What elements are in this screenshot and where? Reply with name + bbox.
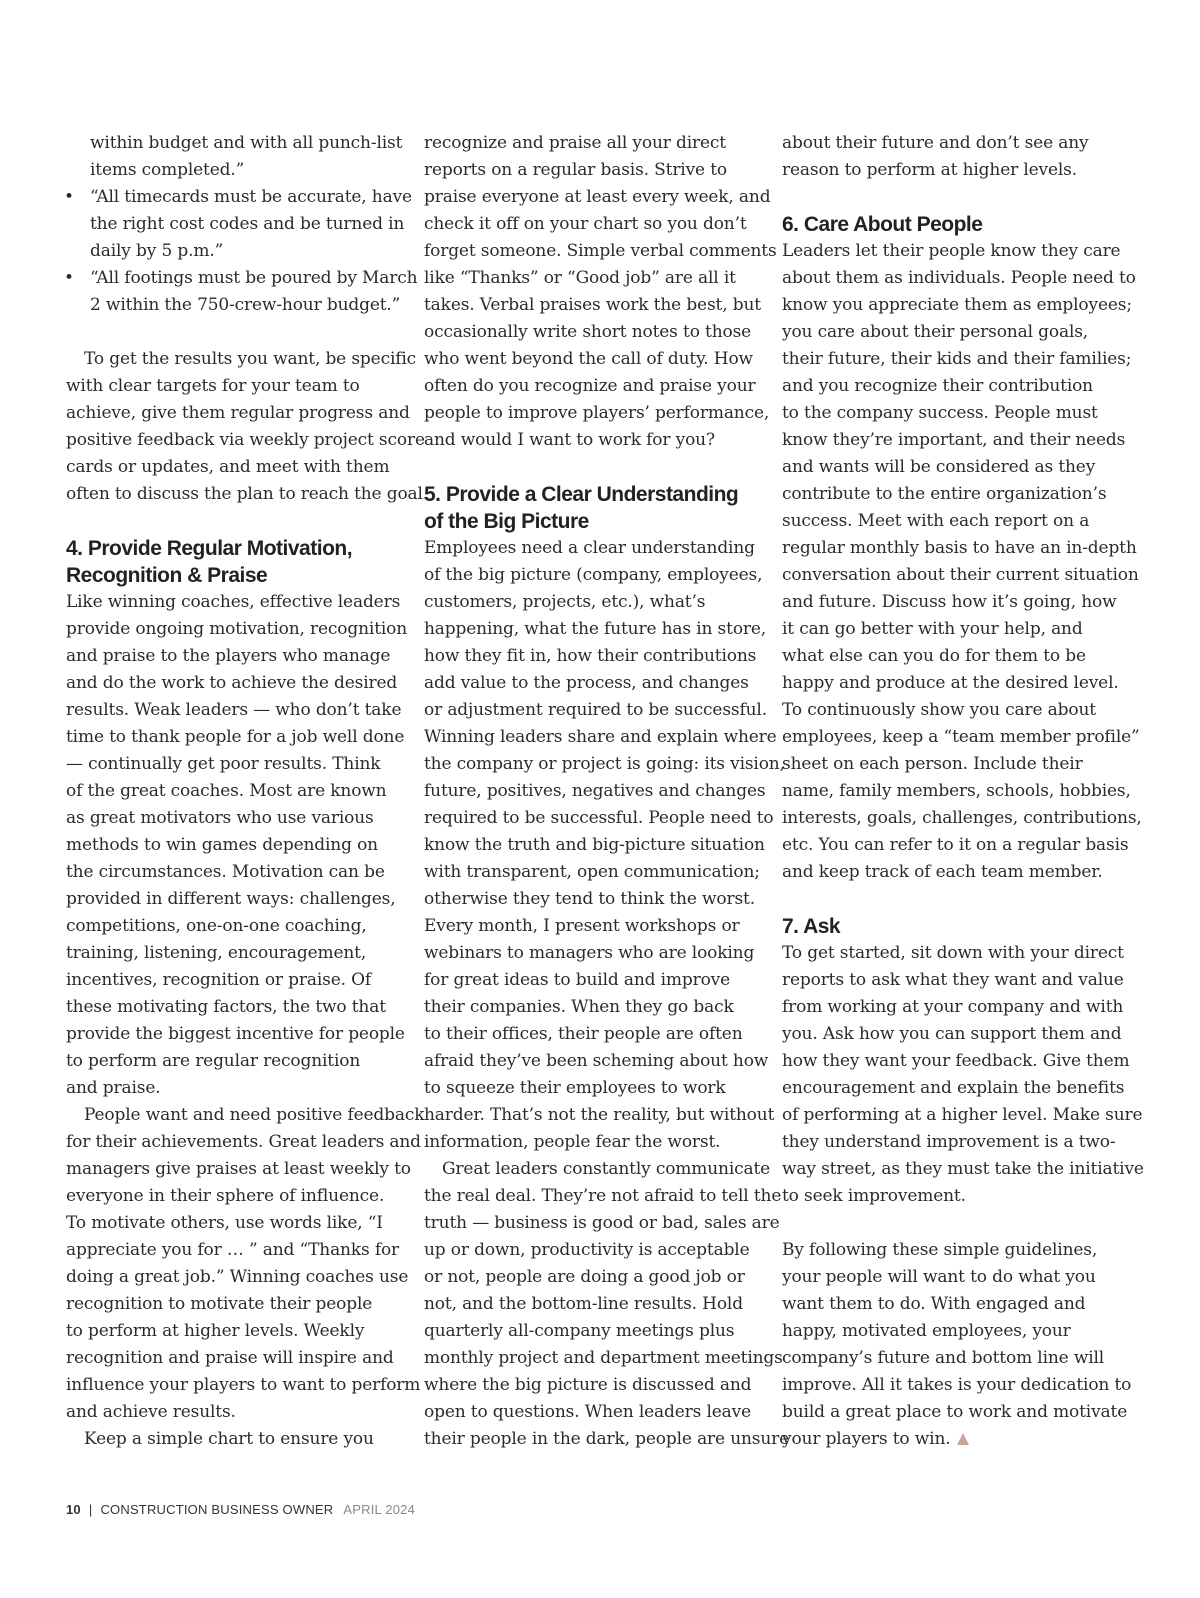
text-line	[424, 1264, 764, 1291]
text-line-content: forget someone. Simple verbal comments	[424, 241, 777, 261]
text-line-content: they understand improvement is a two-	[782, 1132, 1116, 1152]
text-line	[782, 589, 1122, 616]
text-line	[782, 292, 1132, 319]
text-line-content: quarterly all-company meetings plus	[424, 1321, 735, 1341]
text-line	[424, 913, 764, 940]
text-line	[782, 1102, 1143, 1129]
issue-date: APRIL 2024	[343, 1502, 415, 1517]
text-line	[782, 481, 1122, 508]
text-line	[66, 1210, 406, 1237]
text-line	[782, 643, 1122, 670]
text-line	[66, 1399, 406, 1426]
text-line	[424, 724, 777, 751]
text-line-content: and would I want to work for you?	[424, 430, 715, 450]
text-line	[424, 1048, 769, 1075]
text-line	[66, 994, 406, 1021]
text-line-content: their companies. When they go back	[424, 997, 734, 1017]
text-line	[66, 913, 406, 940]
text-line-content: — continually get poor results. Think	[66, 754, 381, 774]
text-line	[66, 886, 406, 913]
text-line	[782, 1021, 1122, 1048]
text-line-content: and wants will be considered as they	[782, 457, 1096, 477]
text-line-content: afraid they’ve been scheming about how	[424, 1051, 769, 1071]
text-line-content: the company or project is going: its vision,	[424, 754, 785, 774]
text-line	[424, 805, 774, 832]
bullet-line: • “All timecards must be accurate, have	[66, 184, 406, 211]
paragraph	[782, 130, 1122, 184]
text-line	[782, 1291, 1122, 1318]
text-line	[782, 454, 1122, 481]
text-line	[782, 1399, 1128, 1426]
text-line	[424, 157, 764, 184]
bullet-list	[66, 130, 418, 319]
text-line	[66, 940, 406, 967]
text-line	[782, 751, 1122, 778]
text-line-content: and keep track of each team member.	[782, 862, 1103, 882]
paragraph	[782, 238, 1142, 886]
text-line	[66, 697, 406, 724]
text-line	[66, 1237, 406, 1264]
text-line-content: interests, goals, challenges, contributions,	[782, 808, 1142, 828]
bullet-line: 2 within the 750-crew-hour budget.”	[90, 295, 401, 315]
text-line	[782, 1237, 1122, 1264]
text-line-content: to the company success. People must	[782, 403, 1098, 423]
text-line-content: conversation about their current situation	[782, 565, 1139, 585]
text-line-content: your players to win.	[782, 1429, 951, 1449]
paragraph	[66, 589, 406, 1102]
text-line	[424, 616, 767, 643]
text-line-content: people to improve players’ performance,	[424, 403, 770, 423]
text-line-content: often do you recognize and praise your	[424, 376, 756, 396]
text-line	[66, 589, 406, 616]
page-footer	[66, 1502, 415, 1517]
text-line-content: Employees need a clear understanding	[424, 538, 755, 558]
publication-name: CONSTRUCTION BUSINESS OWNER	[100, 1502, 334, 1517]
text-line-content: what else can you do for them to be	[782, 646, 1086, 666]
paragraph	[66, 1102, 425, 1426]
text-line	[66, 751, 406, 778]
text-line-content: To continuously show you care about	[782, 700, 1096, 720]
text-line	[424, 1129, 764, 1156]
text-line-content: recognition to motivate their people	[66, 1294, 373, 1314]
text-line	[424, 1021, 764, 1048]
text-line-content: want them to do. With engaged and	[782, 1294, 1086, 1314]
text-line	[782, 319, 1122, 346]
text-line-content: Great leaders constantly communicate	[442, 1159, 771, 1179]
text-line	[66, 427, 425, 454]
text-line-content: with clear targets for your team to	[66, 376, 360, 396]
text-line-content: for their achievements. Great leaders and	[66, 1132, 421, 1152]
text-line-content: check it off on your chart so you don’t	[424, 214, 747, 234]
text-line	[782, 967, 1122, 994]
text-line-content: you. Ask how you can support them and	[782, 1024, 1122, 1044]
text-line	[424, 1183, 782, 1210]
paragraph	[424, 1156, 790, 1453]
text-line-content: future, positives, negatives and changes	[424, 781, 766, 801]
text-line-content: required to be successful. People need to	[424, 808, 774, 828]
text-line	[424, 886, 764, 913]
text-line	[66, 1318, 406, 1345]
text-line	[66, 967, 406, 994]
text-line	[424, 1210, 780, 1237]
text-line-content: incentives, recognition or praise. Of	[66, 970, 372, 990]
text-line-content: Like winning coaches, effective leaders	[66, 592, 401, 612]
text-line	[782, 670, 1122, 697]
text-line-content: provide ongoing motivation, recognition	[66, 619, 408, 639]
text-line-content: with transparent, open communication;	[424, 862, 760, 882]
text-line-content: To get the results you want, be specific	[84, 349, 417, 369]
text-line	[66, 832, 406, 859]
text-line	[66, 346, 417, 373]
text-line-content: contribute to the entire organization’s	[782, 484, 1107, 504]
text-line	[66, 1264, 409, 1291]
text-line-content: success. Meet with each report on a	[782, 511, 1090, 531]
text-line-content: to perform at higher levels. Weekly	[66, 1321, 365, 1341]
text-line-content: everyone in their sphere of influence.	[66, 1186, 385, 1206]
page-number: 10	[66, 1502, 81, 1517]
text-line	[782, 265, 1136, 292]
text-line	[782, 859, 1122, 886]
text-line	[424, 643, 764, 670]
text-line-content: recognition and praise will inspire and	[66, 1348, 394, 1368]
text-line-content: to perform are regular recognition	[66, 1051, 361, 1071]
text-line	[782, 940, 1122, 967]
text-line	[66, 859, 406, 886]
text-line-content: often to discuss the plan to reach the goal.	[66, 484, 429, 504]
text-line	[66, 1183, 406, 1210]
text-line	[424, 1372, 764, 1399]
text-line-content: People want and need positive feedback	[84, 1105, 425, 1125]
text-line	[782, 616, 1122, 643]
text-line	[66, 481, 429, 508]
text-line	[66, 1129, 421, 1156]
text-line-content: build a great place to work and motivate	[782, 1402, 1128, 1422]
text-line-content: happening, what the future has in store,	[424, 619, 767, 639]
text-line	[424, 697, 767, 724]
text-line	[424, 751, 785, 778]
text-line-content: who went beyond the call of duty. How	[424, 349, 753, 369]
text-line-content: name, family members, schools, hobbies,	[782, 781, 1131, 801]
section-heading-7: 7. Ask	[782, 915, 841, 938]
text-line-content: the real deal. They’re not afraid to tell the	[424, 1186, 782, 1206]
text-line	[424, 859, 764, 886]
text-line	[66, 1156, 411, 1183]
paragraph	[66, 346, 429, 508]
text-line	[424, 1399, 764, 1426]
text-line-content: it can go better with your help, and	[782, 619, 1083, 639]
text-line	[66, 724, 406, 751]
text-line	[424, 184, 771, 211]
text-line-content: provide the biggest incentive for people	[66, 1024, 405, 1044]
text-line-content: takes. Verbal praises work the best, but	[424, 295, 761, 315]
bullet-line: items completed.”	[90, 160, 245, 180]
text-line-content: happy and produce at the desired level.	[782, 673, 1119, 693]
column-2	[424, 130, 790, 1453]
paragraph	[424, 130, 777, 454]
text-line	[782, 697, 1122, 724]
text-line	[66, 670, 406, 697]
text-line-content: know the truth and big-picture situation	[424, 835, 765, 855]
text-line-content: cards or updates, and meet with them	[66, 457, 390, 477]
text-line	[424, 1318, 764, 1345]
text-line-content: their people in the dark, people are unsure	[424, 1429, 790, 1449]
text-line-content: and you recognize their contribution	[782, 376, 1093, 396]
text-line-content: results. Weak leaders — who don’t take	[66, 700, 402, 720]
text-line-content: and praise.	[66, 1078, 161, 1098]
section-heading-6: 6. Care About People	[782, 213, 983, 236]
bullet-line: within budget and with all punch-list	[90, 133, 403, 153]
text-line	[66, 1372, 421, 1399]
text-line-content: their future, their kids and their families;	[782, 349, 1132, 369]
text-line-content: know they’re important, and their needs	[782, 430, 1126, 450]
text-line	[782, 346, 1132, 373]
text-line	[782, 1264, 1122, 1291]
text-line-content: By following these simple guidelines,	[782, 1240, 1098, 1260]
text-line-content: Keep a simple chart to ensure you	[84, 1429, 374, 1449]
text-line-content: about their future and don’t see any	[782, 133, 1089, 153]
text-line	[424, 1237, 764, 1264]
text-line	[424, 535, 764, 562]
text-line	[424, 1345, 783, 1372]
text-line-content: these motivating factors, the two that	[66, 997, 386, 1017]
footer-separator: |	[88, 1502, 93, 1517]
paragraph	[782, 1237, 1132, 1453]
text-line-content: webinars to managers who are looking	[424, 943, 755, 963]
text-line-content: encouragement and explain the benefits	[782, 1078, 1125, 1098]
text-line	[66, 1048, 406, 1075]
text-line	[66, 454, 406, 481]
text-line	[424, 238, 777, 265]
text-line-content: To motivate others, use words like, “I	[66, 1213, 383, 1233]
text-line-content: training, listening, encouragement,	[66, 943, 367, 963]
text-line-content: influence your players to want to perform	[66, 1375, 421, 1395]
text-line	[782, 778, 1131, 805]
text-line-content: how they fit in, how their contributions	[424, 646, 757, 666]
text-line-content: To get started, sit down with your direct	[782, 943, 1124, 963]
text-line	[424, 1291, 764, 1318]
text-line-content: up or down, productivity is acceptable	[424, 1240, 750, 1260]
text-line	[424, 994, 764, 1021]
text-line-content: from working at your company and with	[782, 997, 1124, 1017]
text-line	[782, 724, 1140, 751]
text-line	[782, 508, 1122, 535]
column-1	[66, 130, 429, 1453]
bullet-line: daily by 5 p.m.”	[90, 241, 224, 261]
text-line-content: like “Thanks” or “Good job” are all it	[424, 268, 736, 288]
text-line	[424, 292, 764, 319]
text-line-content: recognize and praise all your direct	[424, 133, 726, 153]
text-line-content: you care about their personal goals,	[782, 322, 1089, 342]
text-line	[782, 427, 1126, 454]
text-line	[782, 238, 1122, 265]
text-line-content: customers, projects, etc.), what’s	[424, 592, 706, 612]
text-line-content: truth — business is good or bad, sales are	[424, 1213, 780, 1233]
text-line-content: time to thank people for a job well done	[66, 727, 405, 747]
text-line	[66, 643, 406, 670]
text-line	[782, 1183, 1122, 1210]
text-line	[424, 967, 764, 994]
text-line-content: praise everyone at least every week, and	[424, 187, 771, 207]
paragraph	[66, 1426, 406, 1453]
text-line	[782, 832, 1129, 859]
text-line-content: competitions, one-on-one coaching,	[66, 916, 367, 936]
text-line-content: monthly project and department meetings	[424, 1348, 783, 1368]
text-line	[66, 1102, 425, 1129]
text-line	[424, 1102, 775, 1129]
text-line	[424, 832, 764, 859]
text-line	[424, 562, 764, 589]
section-heading-5: 5. Provide a Clear Understanding of the Big Picture	[424, 483, 739, 533]
text-line-content: of the great coaches. Most are known	[66, 781, 387, 801]
text-line-content: sheet on each person. Include their	[782, 754, 1083, 774]
text-line	[424, 778, 764, 805]
text-line	[782, 805, 1142, 832]
paragraph	[782, 940, 1144, 1210]
text-line	[424, 670, 764, 697]
end-of-article-icon	[957, 1433, 969, 1445]
text-line	[782, 1426, 1122, 1453]
text-line-content: or adjustment required to be successful.	[424, 700, 767, 720]
text-line-content: Every month, I present workshops or	[424, 916, 740, 936]
text-line	[424, 265, 764, 292]
bullet-line: • “All footings must be poured by March	[66, 265, 406, 292]
text-line-content: managers give praises at least weekly to	[66, 1159, 411, 1179]
text-line	[66, 778, 406, 805]
text-line	[66, 805, 406, 832]
text-line-content: your people will want to do what you	[782, 1267, 1096, 1287]
text-line-content: to seek improvement.	[782, 1186, 966, 1206]
text-line-content: open to questions. When leaders leave	[424, 1402, 752, 1422]
text-line	[424, 1426, 790, 1453]
text-line-content: etc. You can refer to it on a regular basis	[782, 835, 1129, 855]
text-line-content: add value to the process, and changes	[424, 673, 749, 693]
text-line-content: and achieve results.	[66, 1402, 236, 1422]
text-line-content: the circumstances. Motivation can be	[66, 862, 385, 882]
text-line	[424, 400, 770, 427]
text-line	[782, 994, 1122, 1021]
text-line	[782, 562, 1139, 589]
text-line-content: achieve, give them regular progress and	[66, 403, 410, 423]
text-line	[782, 535, 1137, 562]
text-line-content: and do the work to achieve the desired	[66, 673, 398, 693]
text-line-content: happy, motivated employees, your	[782, 1321, 1071, 1341]
text-line-content: information, people fear the worst.	[424, 1132, 721, 1152]
text-line-content: Winning leaders share and explain where	[424, 727, 777, 747]
text-line	[66, 1291, 406, 1318]
text-line-content: doing a great job.” Winning coaches use	[66, 1267, 409, 1287]
text-line-content: reports to ask what they want and value	[782, 970, 1124, 990]
text-line	[424, 427, 764, 454]
text-line-content: provided in different ways: challenges,	[66, 889, 396, 909]
text-line-content: improve. All it takes is your dedication to	[782, 1375, 1132, 1395]
text-line	[424, 589, 764, 616]
text-line	[424, 1156, 771, 1183]
text-line	[424, 1075, 764, 1102]
text-line	[424, 373, 764, 400]
text-line	[424, 130, 764, 157]
text-line	[782, 1129, 1122, 1156]
text-line	[424, 940, 764, 967]
text-line	[66, 1426, 406, 1453]
text-line	[424, 319, 764, 346]
text-line-content: of performing at a higher level. Make sure	[782, 1105, 1143, 1125]
text-line-content: appreciate you for … ” and “Thanks for	[66, 1240, 400, 1260]
text-line-content: for great ideas to build and improve	[424, 970, 731, 990]
column-3	[782, 130, 1144, 1453]
text-line-content: occasionally write short notes to those	[424, 322, 752, 342]
text-line	[66, 1075, 406, 1102]
text-line-content: reports on a regular basis. Strive to	[424, 160, 727, 180]
paragraph	[424, 535, 785, 1156]
text-line-content: about them as individuals. People need to	[782, 268, 1136, 288]
text-line	[782, 1345, 1122, 1372]
text-line-content: harder. That’s not the reality, but without	[424, 1105, 775, 1125]
text-line-content: employees, keep a “team member profile”	[782, 727, 1140, 747]
text-line-content: Leaders let their people know they care	[782, 241, 1121, 261]
text-line	[782, 1372, 1132, 1399]
text-line	[66, 373, 406, 400]
text-line	[66, 1021, 406, 1048]
text-line	[66, 1345, 406, 1372]
text-line-content: to squeeze their employees to work	[424, 1078, 726, 1098]
text-line-content: way street, as they must take the initiative	[782, 1159, 1144, 1179]
text-line	[782, 130, 1122, 157]
text-line-content: how they want your feedback. Give them	[782, 1051, 1130, 1071]
text-line-content: and future. Discuss how it’s going, how	[782, 592, 1117, 612]
text-line-content: as great motivators who use various	[66, 808, 374, 828]
text-line	[424, 346, 764, 373]
text-line	[782, 1156, 1144, 1183]
text-line	[782, 1318, 1122, 1345]
text-line-content: otherwise they tend to think the worst.	[424, 889, 755, 909]
text-line-content: or not, people are doing a good job or	[424, 1267, 745, 1287]
text-line	[66, 616, 406, 643]
bullet-line: the right cost codes and be turned in	[90, 214, 405, 234]
text-line-content: to their offices, their people are often	[424, 1024, 743, 1044]
text-line-content: know you appreciate them as employees;	[782, 295, 1132, 315]
text-line	[424, 211, 764, 238]
text-line-content: company’s future and bottom line will	[782, 1348, 1105, 1368]
text-line	[782, 400, 1122, 427]
text-line-content: positive feedback via weekly project score	[66, 430, 425, 450]
section-heading-4: 4. Provide Regular Motivation, Recognition & Praise	[66, 537, 353, 587]
text-line-content: not, and the bottom-line results. Hold	[424, 1294, 743, 1314]
text-line	[782, 1048, 1130, 1075]
text-line-content: where the big picture is discussed and	[424, 1375, 752, 1395]
text-line-content: and praise to the players who manage	[66, 646, 391, 666]
text-line	[782, 373, 1122, 400]
text-line	[782, 1075, 1125, 1102]
text-line-content: reason to perform at higher levels.	[782, 160, 1078, 180]
text-line	[66, 400, 410, 427]
text-line	[782, 157, 1122, 184]
text-line-content: of the big picture (company, employees,	[424, 565, 763, 585]
text-line-content: methods to win games depending on	[66, 835, 378, 855]
text-line-content: regular monthly basis to have an in-depth	[782, 538, 1137, 558]
